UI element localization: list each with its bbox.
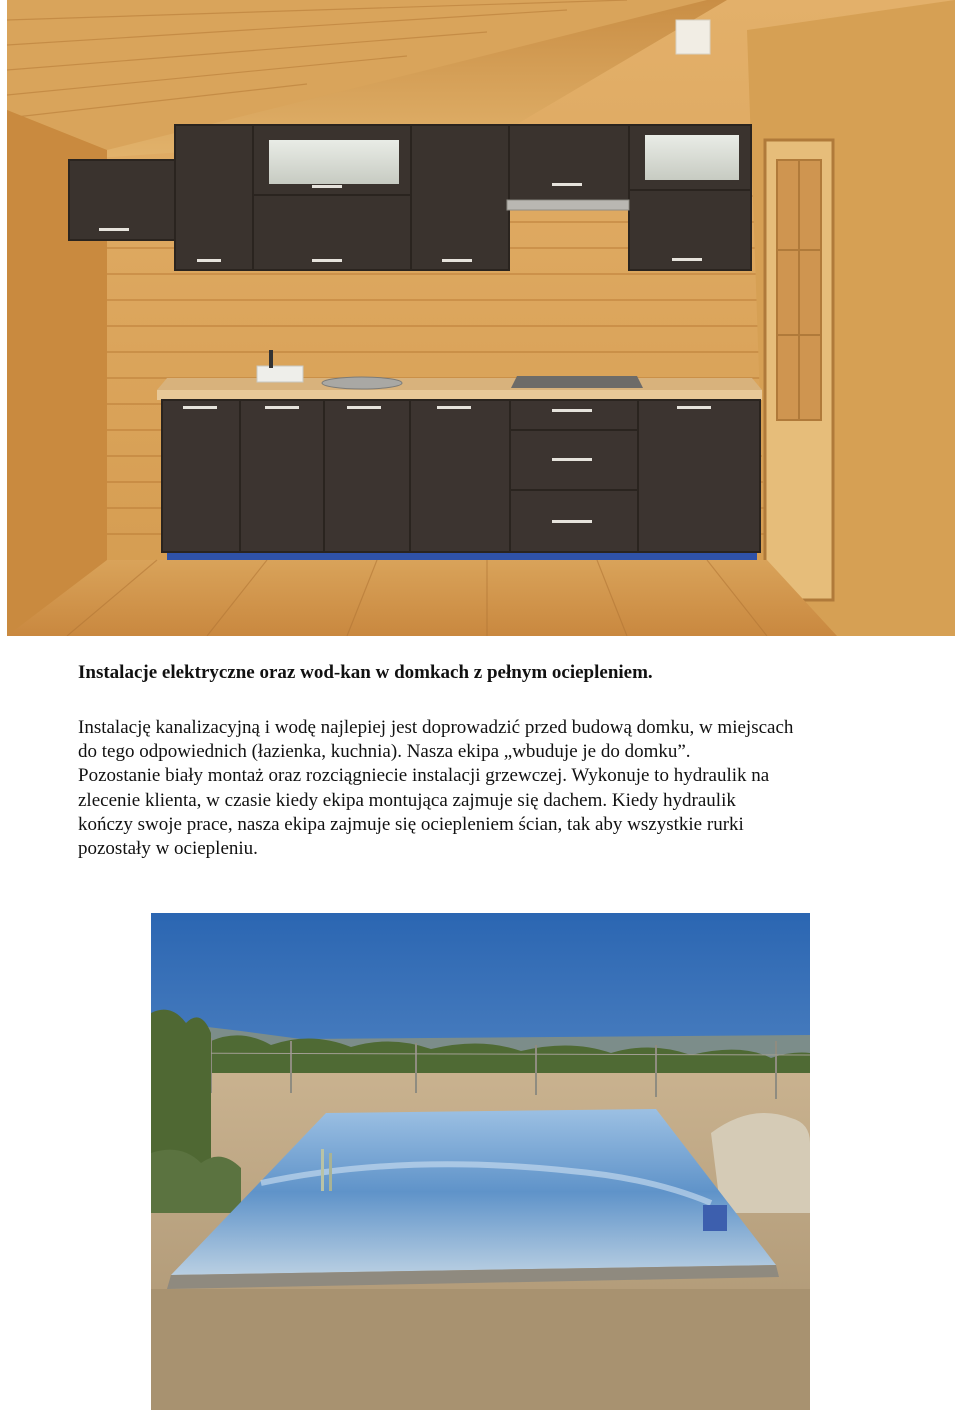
paragraph-line: do tego odpowiednich (łazienka, kuchnia). Nasza ekipa „wbuduje je do domku”. [78,741,691,763]
kitchen-photo [7,0,955,636]
article-heading: Instalacje elektryczne oraz wod-kan w domkach z pełnym ociepleniem. [78,662,653,683]
paragraph-line: pozostały w ociepleniu. [78,838,258,860]
article-paragraph [78,716,958,861]
foundation-slab-photo [151,913,810,1410]
paragraph-line: zlecenie klienta, w czasie kiedy ekipa montująca zajmuje się dachem. Kiedy hydraulik [78,789,736,811]
paragraph-line: Pozostanie biały montaż oraz rozciągniecie instalacji grzewczej. Wykonuje to hydraulik na [78,765,770,787]
paragraph-line: Instalację kanalizacyjną i wodę najlepiej jest doprowadzić przed budową domku, w miejscach [78,717,794,738]
paragraph-line: kończy swoje prace, nasza ekipa zajmuje się ociepleniem ścian, tak aby wszystkie rurki [78,813,744,835]
